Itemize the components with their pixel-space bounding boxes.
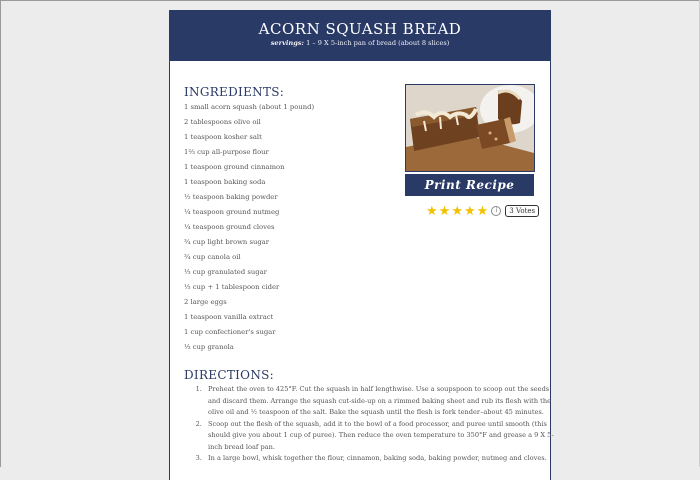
ingredient-item: 2 large eggs bbox=[184, 298, 227, 306]
ingredient-item: ¼ teaspoon ground cloves bbox=[184, 223, 275, 231]
votes-badge[interactable]: 3 Votes bbox=[505, 205, 539, 217]
window-frame-top bbox=[0, 0, 700, 1]
ingredient-item: 1 teaspoon vanilla extract bbox=[184, 313, 274, 321]
bread-photo bbox=[405, 84, 535, 172]
ingredient-item: ¾ cup canola oil bbox=[184, 253, 241, 261]
recipe-card bbox=[169, 10, 554, 480]
star-rating[interactable] bbox=[426, 204, 539, 218]
star-icon[interactable]: ★ bbox=[476, 203, 489, 219]
servings-line bbox=[170, 38, 550, 48]
ingredient-item: ¼ teaspoon ground nutmeg bbox=[184, 208, 280, 216]
recipe-header bbox=[170, 10, 550, 61]
directions-list bbox=[184, 384, 554, 465]
ingredient-item: ⅓ cup + 1 tablespoon cider bbox=[184, 283, 280, 291]
ingredient-item: 1 small acorn squash (about 1 pound) bbox=[184, 103, 315, 111]
star-icon[interactable]: ★ bbox=[451, 203, 463, 219]
ingredient-item: 1 teaspoon ground cinnamon bbox=[184, 163, 285, 171]
direction-step: 3. In a large bowl, whisk together the flour, cinnamon, baking soda, baking powder, nutmeg and cloves. bbox=[204, 453, 554, 465]
directions-heading: DIRECTIONS: bbox=[184, 368, 274, 382]
direction-step: 2. Scoop out the flesh of the squash, add it to the bowl of a food processor, and puree until smooth (this should give you about 1 cup of puree). Then reduce the oven temperature to 350°F and grease a 9 X 5-inch bread loaf pan. bbox=[204, 419, 554, 454]
ingredients-heading: INGREDIENTS: bbox=[184, 85, 285, 99]
servings-label: servings: bbox=[270, 39, 304, 47]
ingredient-item: 1 teaspoon baking soda bbox=[184, 178, 266, 186]
recipe-title: ACORN SQUASH BREAD bbox=[258, 20, 462, 38]
star-icon[interactable]: ★ bbox=[463, 203, 476, 219]
star-icon[interactable]: ★ bbox=[438, 203, 451, 219]
servings-value: 1 – 9 X 5-inch pan of bread (about 8 slices) bbox=[306, 39, 450, 47]
ingredient-item: 1 teaspoon kosher salt bbox=[184, 133, 262, 141]
info-icon[interactable]: i bbox=[491, 206, 501, 216]
ingredient-item: 1 cup confectioner's sugar bbox=[184, 328, 276, 336]
ingredient-item: ¾ cup light brown sugar bbox=[184, 238, 269, 246]
ingredient-item: 2 tablespoons olive oil bbox=[184, 118, 261, 126]
print-recipe-button[interactable]: Print Recipe bbox=[405, 174, 534, 196]
ingredients-list bbox=[184, 100, 314, 355]
direction-step: 1. Preheat the oven to 425°F. Cut the squash in half lengthwise. Use a soupspoon to scoop out the seeds and discard them. Arrange the squash cut-side-up on a rimmed baking sheet and rub its flesh with the olive oil and ½ teaspoon of the salt. Bake the squash until the flesh is fork tender–about 45 minutes. bbox=[204, 384, 554, 419]
ingredient-item: ⅓ cup granola bbox=[184, 343, 234, 351]
bread-photo-icon bbox=[406, 85, 534, 171]
star-icon[interactable]: ★ bbox=[426, 203, 438, 219]
window-frame-left bbox=[0, 0, 1, 467]
ingredient-item: ½ teaspoon baking powder bbox=[184, 193, 278, 201]
ingredient-item: ⅓ cup granulated sugar bbox=[184, 268, 267, 276]
ingredient-item: 1⅔ cup all-purpose flour bbox=[184, 148, 269, 156]
